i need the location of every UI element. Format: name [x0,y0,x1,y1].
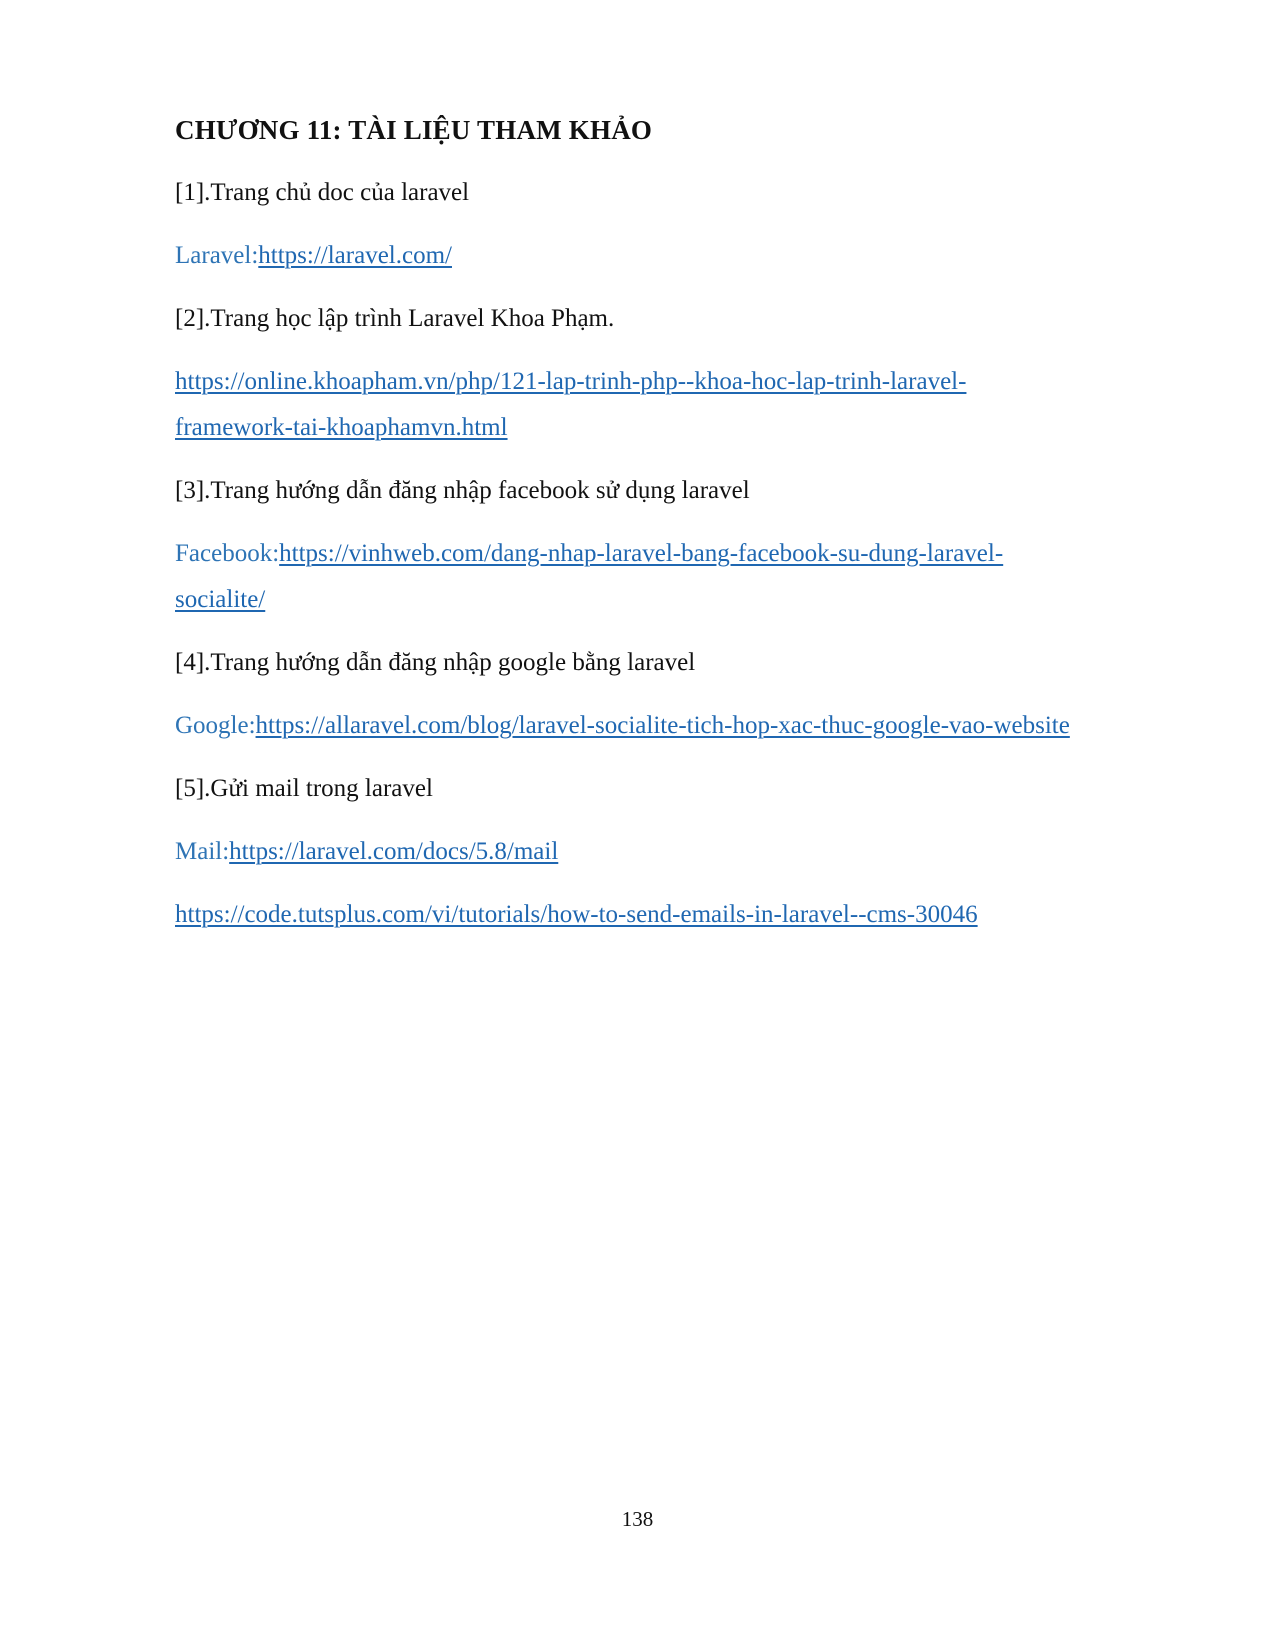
reference-3-link-part-2[interactable]: socialite/ [175,586,266,613]
chapter-title: CHƯƠNG 11: TÀI LIỆU THAM KHẢO [175,115,653,145]
reference-3-link-part-1[interactable]: https://vinhweb.com/dang-nhap-laravel-bang-facebook-su-dung-laravel- [279,540,1004,567]
reference-5-link[interactable]: https://laravel.com/docs/5.8/mail [229,838,559,865]
reference-4-heading: [4].Trang hướng dẫn đăng nhập google bằng laravel [175,649,696,676]
reference-1-prefix: Laravel: [175,242,259,269]
reference-5-prefix: Mail: [175,838,230,865]
reference-2-link-line [175,359,1155,451]
reference-5-extra-link-line [175,892,1155,938]
reference-5-link-line [175,829,1155,875]
reference-3-prefix: Facebook: [175,540,280,567]
page-number: 138 [621,1507,654,1531]
reference-2-link-part-1[interactable]: https://online.khoapham.vn/php/121-lap-trinh-php--khoa-hoc-lap-trinh-laravel- [175,368,967,395]
reference-4-link[interactable]: https://allaravel.com/blog/laravel-socialite-tich-hop-xac-thuc-google-vao-website [255,712,1070,739]
reference-3-link-line [175,531,1155,623]
reference-1-link-line [175,233,1155,279]
reference-1-link[interactable]: https://laravel.com/ [258,242,452,269]
reference-4-prefix: Google: [175,712,256,739]
reference-5-heading: [5].Gửi mail trong laravel [175,775,433,802]
page-content [175,112,1155,955]
reference-5-extra-link[interactable]: https://code.tutsplus.com/vi/tutorials/how-to-send-emails-in-laravel--cms-30046 [175,901,978,928]
reference-1-heading: [1].Trang chủ doc của laravel [175,179,470,206]
reference-4-link-line [175,703,1155,749]
reference-3-heading: [3].Trang hướng dẫn đăng nhập facebook sử dụng laravel [175,477,750,504]
reference-2-link-part-2[interactable]: framework-tai-khoaphamvn.html [175,414,508,441]
reference-2-heading: [2].Trang học lập trình Laravel Khoa Phạm. [175,305,615,332]
